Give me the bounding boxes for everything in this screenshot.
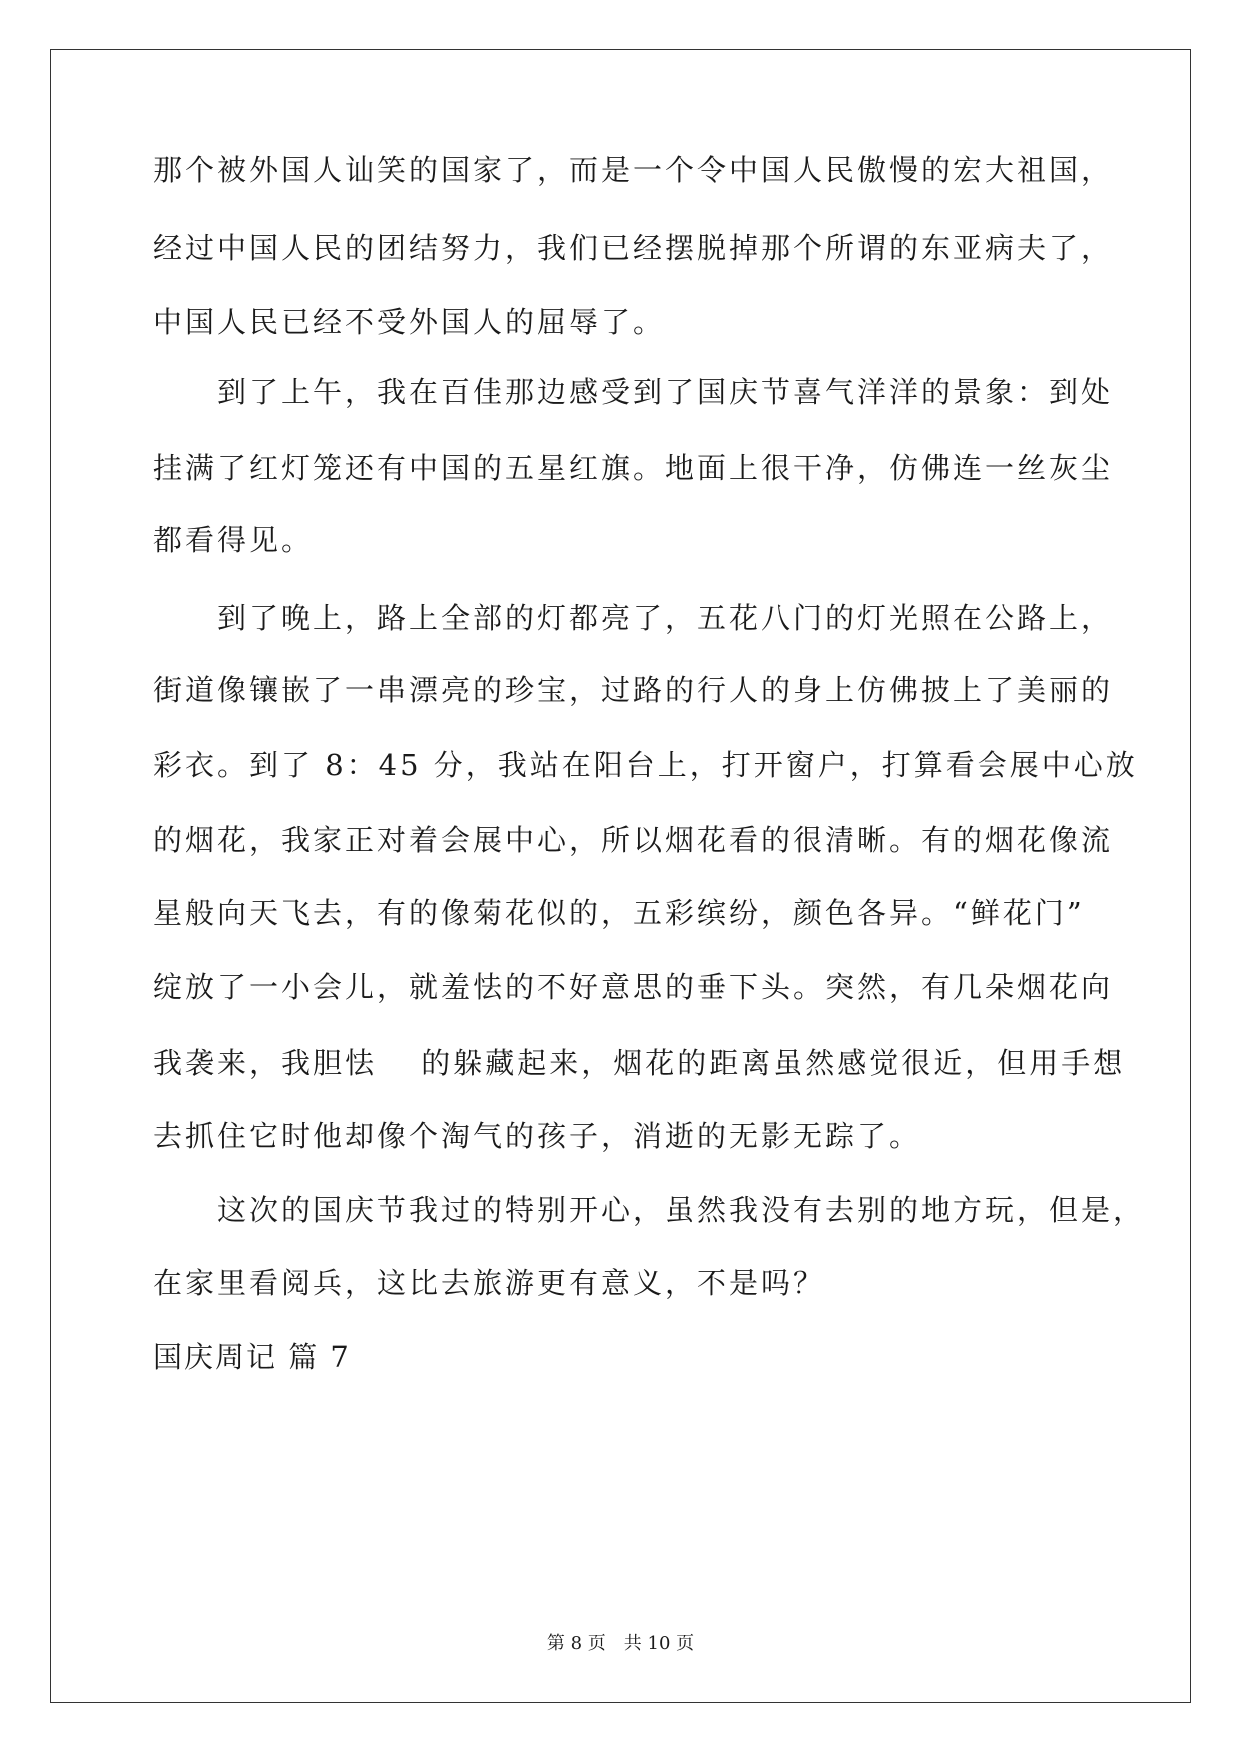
body-line-10: 的烟花，我家正对着会展中心，所以烟花看的很清晰。有的烟花像流: [153, 823, 1114, 857]
body-line-9: 彩衣。到了 8：45 分，我站在阳台上，打开窗户，打算看会展中心放: [153, 748, 1138, 782]
body-line-7: 到了晚上，路上全部的灯都亮了，五花八门的灯光照在公路上，: [153, 601, 1114, 635]
body-line-12: 绽放了一小会儿，就羞怯的不好意思的垂下头。突然，有几朵烟花向: [153, 970, 1114, 1004]
body-line-4: 到了上午，我在百佳那边感受到了国庆节喜气洋洋的景象：到处: [153, 375, 1114, 409]
body-line-1: 那个被外国人讪笑的国家了，而是一个令中国人民傲慢的宏大祖国，: [153, 153, 1114, 187]
page-border: [50, 49, 1191, 1703]
body-line-13: 我袭来，我胆怯 的躲藏起来，烟花的距离虽然感觉很近，但用手想: [153, 1046, 1126, 1080]
body-line-6: 都看得见。: [153, 523, 314, 557]
body-line-11: 星般向天飞去，有的像菊花似的，五彩缤纷，颜色各异。“鲜花门”: [153, 896, 1085, 930]
body-line-2: 经过中国人民的团结努力，我们已经摆脱掉那个所谓的东亚病夫了，: [153, 231, 1114, 265]
body-line-16: 在家里看阅兵，这比去旅游更有意义，不是吗？: [153, 1266, 826, 1300]
body-line-5: 挂满了红灯笼还有中国的五星红旗。地面上很干净，仿佛连一丝灰尘: [153, 451, 1114, 485]
body-line-14: 去抓住它时他却像个淘气的孩子，消逝的无影无踪了。: [153, 1119, 922, 1153]
body-line-3: 中国人民已经不受外国人的屈辱了。: [153, 305, 666, 339]
page-number-footer: 第 8 页 共 10 页: [546, 1633, 695, 1654]
body-line-8: 街道像镶嵌了一串漂亮的珍宝，过路的行人的身上仿佛披上了美丽的: [153, 673, 1114, 707]
section-heading: 国庆周记 篇 7: [153, 1340, 351, 1374]
body-line-15: 这次的国庆节我过的特别开心，虽然我没有去别的地方玩，但是，: [153, 1193, 1146, 1227]
